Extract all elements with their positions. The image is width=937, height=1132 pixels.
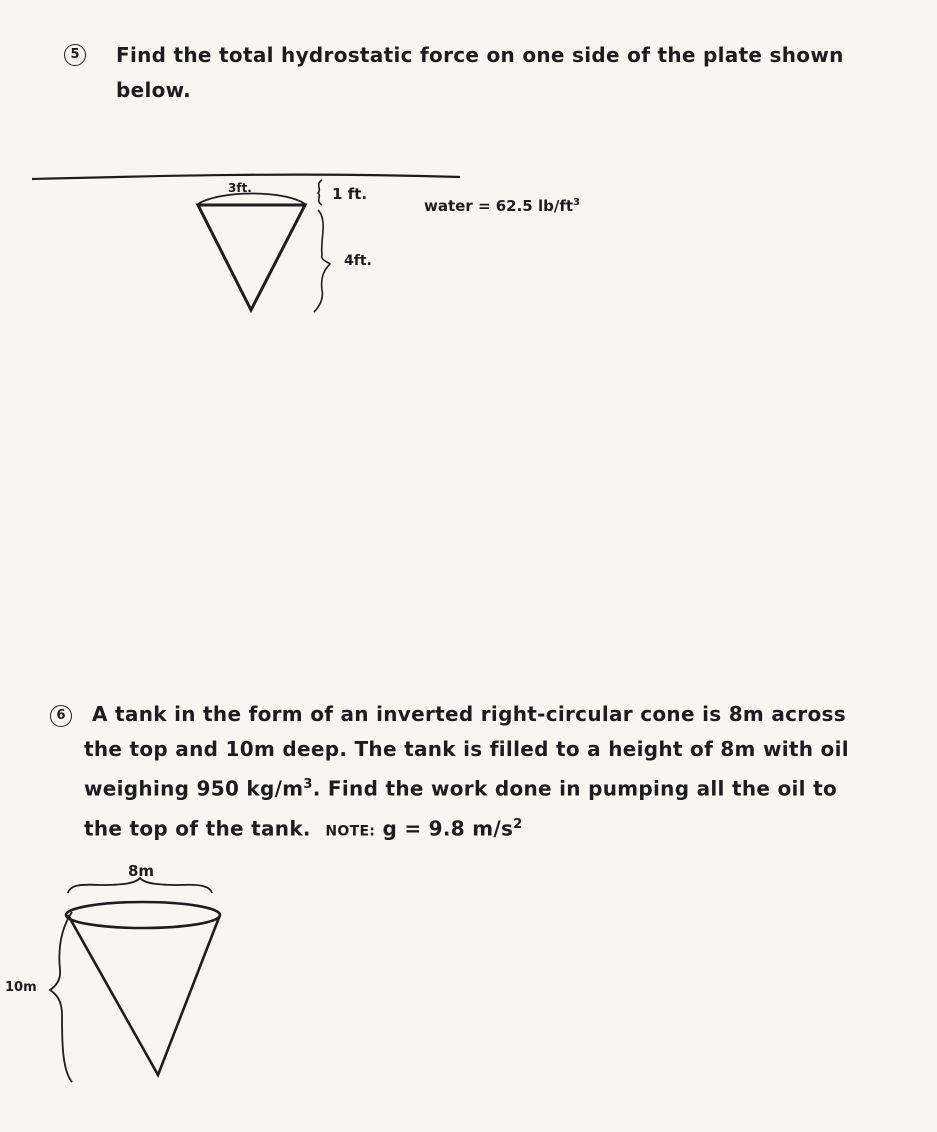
note-label: NOTE:	[325, 823, 376, 840]
cone-depth-label: 10m	[5, 980, 37, 995]
gap-brace	[318, 180, 322, 205]
problem-6-text	[84, 697, 932, 849]
note-value: g = 9.8 m/s	[382, 816, 514, 841]
problem-6-number: 6	[50, 705, 72, 727]
density-label	[424, 197, 580, 215]
problem-6-line-4-text: the top of the tank.	[84, 816, 311, 841]
density-exponent: 3	[573, 197, 580, 208]
top-width-arc	[198, 194, 305, 205]
top-width-label: 3ft.	[228, 181, 252, 195]
height-label: 4ft.	[344, 253, 372, 269]
density-text: water = 62.5 lb/ft	[424, 197, 574, 215]
cone-width-label: 8m	[128, 862, 155, 880]
problem-6-line-3	[84, 767, 932, 807]
problem-6-line-4	[84, 807, 932, 850]
problem-6-line-3-post: . Find the work done in pumping all the oil to	[312, 776, 838, 801]
problem-5-line-1: Find the total hydrostatic force on one side of the plate shown	[116, 43, 844, 67]
problem-6-line-1: A tank in the form of an inverted right-circular cone is 8m across	[92, 702, 846, 726]
triangle-plate	[198, 205, 305, 310]
problem-5-line-2: below.	[116, 78, 192, 102]
problem-6-line-2: the top and 10m deep. The tank is filled to a height of 8m with oil	[84, 737, 849, 761]
gap-label: 1 ft.	[332, 185, 368, 203]
problem-5-number: 5	[64, 44, 86, 66]
problem-6-line-3-pre: weighing 950 kg/m	[84, 776, 304, 801]
height-brace	[314, 210, 330, 312]
note-exponent: 2	[513, 816, 523, 832]
water-surface-line	[32, 175, 460, 179]
problem-6-line-3-exp: 3	[303, 777, 313, 792]
